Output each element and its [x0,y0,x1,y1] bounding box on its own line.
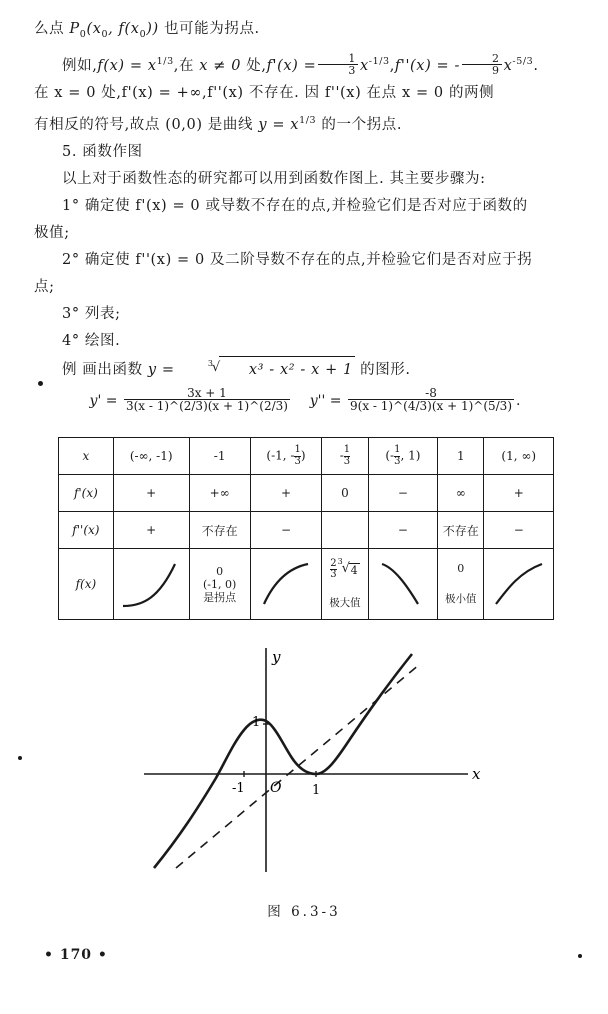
line4-exp: 1/3 [299,114,317,126]
row-header-x: x [59,438,114,475]
col-head-4-frac [344,445,350,467]
c4n: 1 [343,444,351,455]
c5n: 1 [394,444,401,455]
graph-figure [120,640,500,880]
body-line-12: 4° 绘图. [62,332,121,349]
fx-cell-4-frac [330,559,336,581]
line1-sub0: 0 [79,28,87,40]
fdprime-2: 不存在 [189,512,250,549]
text-column [34,16,576,414]
body-line-4 [34,107,576,139]
origin-label: O [270,780,282,796]
line2-mid2: 处, [241,57,267,74]
fx-cell-4-radical-index: √ 3 [337,557,343,566]
graph-svg [120,640,500,880]
fprime-3: + [250,475,322,512]
table-row [59,512,554,549]
fx-cell-7 [484,549,554,620]
fx-cell-6 [438,549,484,620]
fdprime-4 [322,512,368,549]
line2-mid1: ,在 [173,57,200,74]
table-row [59,438,554,475]
fdprime-3: − [250,512,322,549]
ydprime-num: -8 [425,385,437,400]
line2-f1: f(x) = x [97,57,157,74]
corner-dot [578,954,582,958]
col-head-5: (- $\frac{1}{3}$ , 1) [368,438,438,475]
fx-cell-2-bottom: 是拐点 [203,590,237,604]
fx-cell-3 [250,549,322,620]
line2-d1: f'(x) = [266,57,317,74]
body-line-9: 2° 确定使 f''(x) = 0 及二阶导数不存在的点,并检验它们是否对应于拐 [62,251,533,268]
table-row [59,549,554,620]
row-header-fdprime: f''(x) [59,512,114,549]
equations-period: . [516,392,521,409]
line2-d1b: x [360,57,369,74]
tick-label-neg1: -1 [232,781,245,796]
x-axis-label: x [472,765,481,783]
col-head-2: -1 [189,438,250,475]
margin-dot-1 [38,381,43,386]
row-header-fx: f(x) [59,549,114,620]
col-head-1: (-∞, -1) [113,438,189,475]
line2-mid3: , [389,57,395,74]
col-head-3: (-1, - $\frac{1}{3}$ ) [250,438,322,475]
line2-frac2-num: 2 [492,51,500,65]
fprime-1: + [113,475,189,512]
cube-root-radicand: x³ - x² - x + 1 [219,356,355,384]
body-line-7: 1° 确定使 f'(x) = 0 或导数不存在的点,并检验它们是否对应于函数的 [62,197,528,214]
function-curve [154,654,412,868]
fx-cell-2 [189,549,250,620]
fdprime-6: 不存在 [438,512,484,549]
fx-cell-4 [322,549,368,620]
line1-args: (x [86,21,102,37]
fx-cell-4-value [322,559,367,581]
line1-post: 也可能为拐点. [158,21,260,37]
fx-cell-2-top: 0 [216,564,224,578]
curve-increasing-concave-up [119,556,183,610]
fx-cell-4-radicand: 4 [350,564,358,577]
fprime-4: 0 [322,475,368,512]
line2-d1bexp: -1/3 [368,55,390,67]
line4-y: y = x [258,116,300,133]
curve-decreasing-concave-down [378,558,428,608]
line2-d2bexp: -5/3 [512,55,534,67]
line1-args-sub: 0 [101,28,109,40]
line2-x0: x ≠ 0 [199,57,242,74]
cube-root [180,355,355,384]
line4-b: 的一个拐点. [316,116,403,133]
fprime-5: − [368,475,438,512]
c5d: 3 [394,455,401,467]
curve-increasing-concave-down [260,558,312,608]
line1-args2: , f(x [108,21,140,37]
fdprime-5: − [368,512,438,549]
yprime-fraction [124,387,290,413]
yprime-den: 3(x - 1)^(2/3)(x + 1)^(2/3) [125,399,288,414]
c3d: 3 [294,455,301,467]
table-row [59,475,554,512]
c4d: 3 [343,455,351,467]
ydprime-den: 9(x - 1)^(4/3)(x + 1)^(5/3) [350,399,512,414]
line13-b: 的图形. [354,361,411,378]
fx-cell-6-top: 0 [457,562,465,575]
fx-cell-1 [113,549,189,620]
body-line-11: 3° 列表; [62,305,121,322]
fprime-2: +∞ [189,475,250,512]
body-line-6: 以上对于函数性态的研究都可以用到函数作图上. 其主要步骤为: [62,170,486,187]
fx-cell-5 [368,549,438,620]
fdprime-1: + [113,512,189,549]
line2-tail: . [533,57,539,74]
fx-cell-4-radical [337,557,360,577]
fprime-7: + [484,475,554,512]
yprime-label: y' = [89,392,118,409]
line2-lead: 例如, [62,57,98,74]
fx-cell-4-label: 极大值 [329,596,361,609]
line2-frac1 [318,53,358,77]
tick-label-1: 1 [312,783,321,798]
figure-caption: 图 6.3-3 [267,904,341,920]
ydprime-fraction [348,387,514,413]
fx-cell-4-den: 3 [330,569,337,580]
tick-label-y1: 1 [252,715,261,730]
body-line-2 [34,48,576,80]
fx-cell-4-num: 2 [330,557,337,569]
c3n: 1 [294,444,301,455]
fprime-6: ∞ [438,475,484,512]
cube-root-index: √ 3 [207,358,214,368]
body-line-1 [34,16,576,48]
line2-d2: f''(x) = - [394,57,461,74]
line1-pre: 么点 [34,21,70,37]
line2-d2b: x [503,57,513,74]
line4-a: 有相反的符号,故点 (0,0) 是曲线 [34,116,259,133]
line2-frac2-den: 9 [462,64,502,77]
line2-exp1: 1/3 [156,55,174,67]
y-axis-label: y [272,648,281,666]
line1-args3: )) [146,21,159,37]
row-header-fprime: f'(x) [59,475,114,512]
col-head-7: (1, ∞) [484,438,554,475]
line2-frac2 [462,53,502,77]
display-equations [34,385,576,414]
line2-frac1-num: 1 [348,51,356,65]
yprime-num: 3x + 1 [187,385,227,400]
body-line-10: 点; [34,278,55,295]
body-line-3: 在 x = 0 处,f'(x) = +∞,f''(x) 不存在. 因 f''(x) 在点 x = 0 的两侧 [34,84,495,101]
line1-args2-sub: 0 [139,28,147,40]
margin-dot-2 [18,756,22,760]
col-head-6: 1 [438,438,484,475]
page-number: • 170 • [44,947,108,963]
curve-increasing-concave-down-2 [490,558,548,608]
body-line-5: 5. 函数作图 [62,143,143,160]
fx-cell-2-mid: (-1, 0) [202,577,237,591]
body-line-8: 极值; [34,224,70,241]
fdprime-7: − [484,512,554,549]
line1-p: P [69,21,80,37]
fx-cell-6-label: 极小值 [445,593,477,605]
line13-a: 例 画出函数 [62,361,148,378]
line13-y: y = [147,361,180,378]
col-head-4: - $\frac{1}{3}$ [322,438,368,475]
line2-frac1-den: 3 [318,64,358,77]
ydprime-label: y'' = [309,392,342,409]
analysis-table [58,437,554,620]
body-line-13 [34,355,576,384]
